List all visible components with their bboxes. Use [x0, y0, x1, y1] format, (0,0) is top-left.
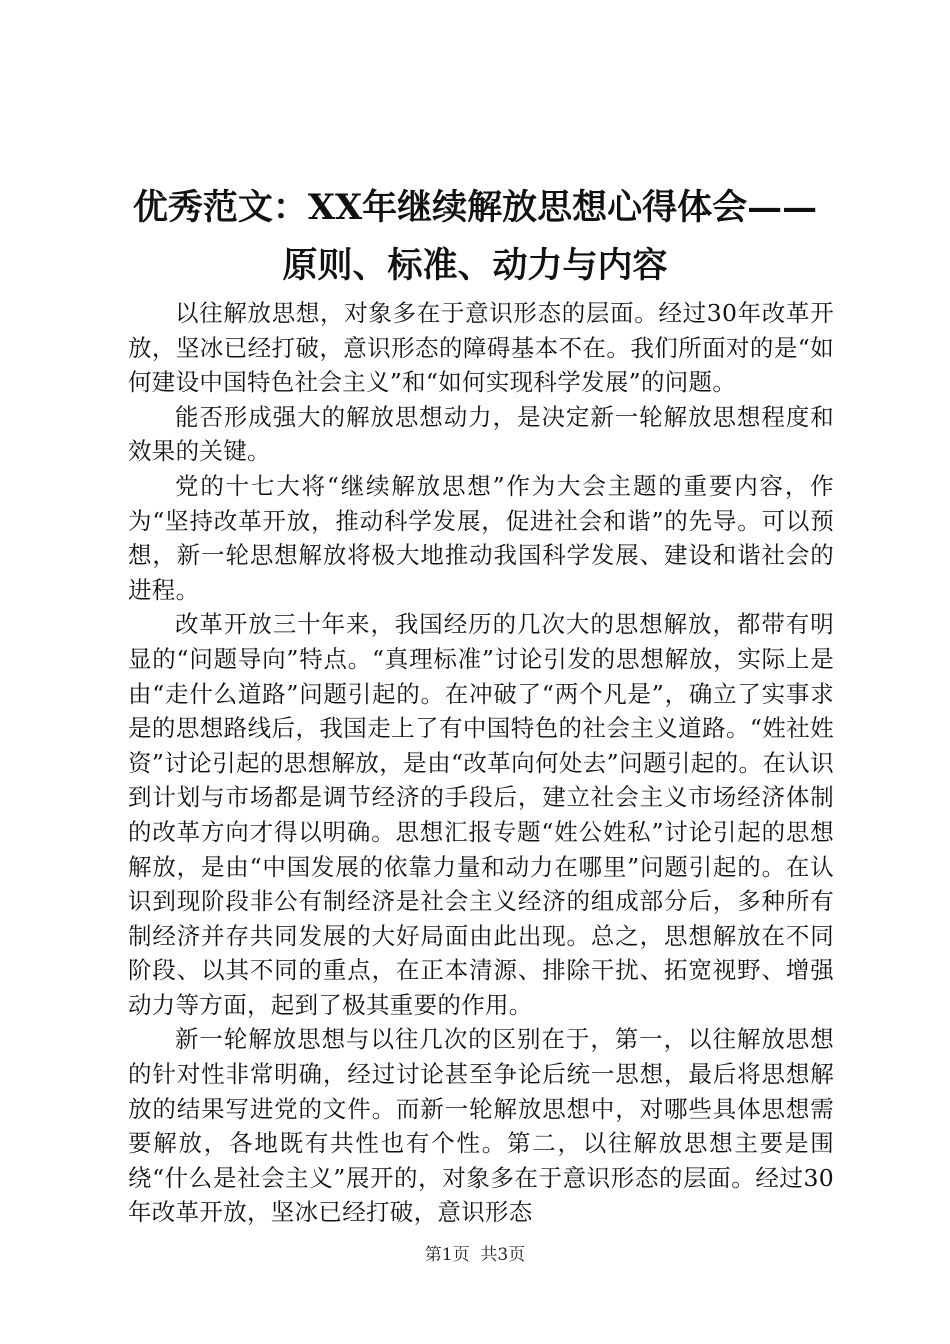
- page-number: 第1页 共3页: [424, 1245, 526, 1265]
- document-body: [128, 296, 834, 1230]
- document-title-line-2: 原则、标准、动力与内容: [282, 245, 668, 286]
- paragraph-4: 改革开放三十年来，我国经历的几次大的思想解放，都带有明显的“问题导向”特点。“真理标准”讨论引发的思想解放，实际上是由“走什么道路”问题引起的。在冲破了“两个凡是”，确立了实事求是的思想路线后，我国走上了有中国特色的社会主义道路。“姓社姓资”讨论引起的思想解放，是由“改革向何处去”问题引起的。在认识到计划与市场都是调节经济的手段后，建立社会主义市场经济体制的改革方向才得以明确。思想汇报专题“姓公姓私”讨论引起的思想解放，是由“中国发展的依靠力量和动力在哪里”问题引起的。在认识到现阶段非公有制经济是社会主义经济的组成部分后，多种所有制经济并存共同发展的大好局面由此出现。总之，思想解放在不同阶段、以其不同的重点，在正本清源、排除干扰、拓宽视野、增强动力等方面，起到了极其重要的作用。: [128, 610, 834, 1019]
- paragraph-3: 党的十七大将“继续解放思想”作为大会主题的重要内容，作为“坚持改革开放，推动科学发展，促进社会和谐”的先导。可以预想，新一轮思想解放将极大地推动我国科学发展、建设和谐社会的进程。: [128, 471, 834, 604]
- paragraph-2: 能否形成强大的解放思想动力，是决定新一轮解放思想程度和效果的关键。: [128, 402, 834, 466]
- paragraph-1: 以往解放思想，对象多在于意识形态的层面。经过30年改革开放，坚冰已经打破，意识形态的障碍基本不在。我们所面对的是“如何建设中国特色社会主义”和“如何实现科学发展”的问题。: [128, 299, 834, 397]
- document-title-line-1: 优秀范文：XX年继续解放思想心得体会——: [132, 187, 818, 228]
- paragraph-5: 新一轮解放思想与以往几次的区别在于，第一，以往解放思想的针对性非常明确，经过讨论甚至争论后统一思想，最后将思想解放的结果写进党的文件。而新一轮解放思想中，对哪些具体思想需要解放，各地既有共性也有个性。第二，以往解放思想主要是围绕“什么是社会主义”展开的，对象多在于意识形态的层面。经过30年改革开放，坚冰已经打破，意识形态: [128, 1025, 834, 1227]
- page-footer: [0, 1244, 950, 1266]
